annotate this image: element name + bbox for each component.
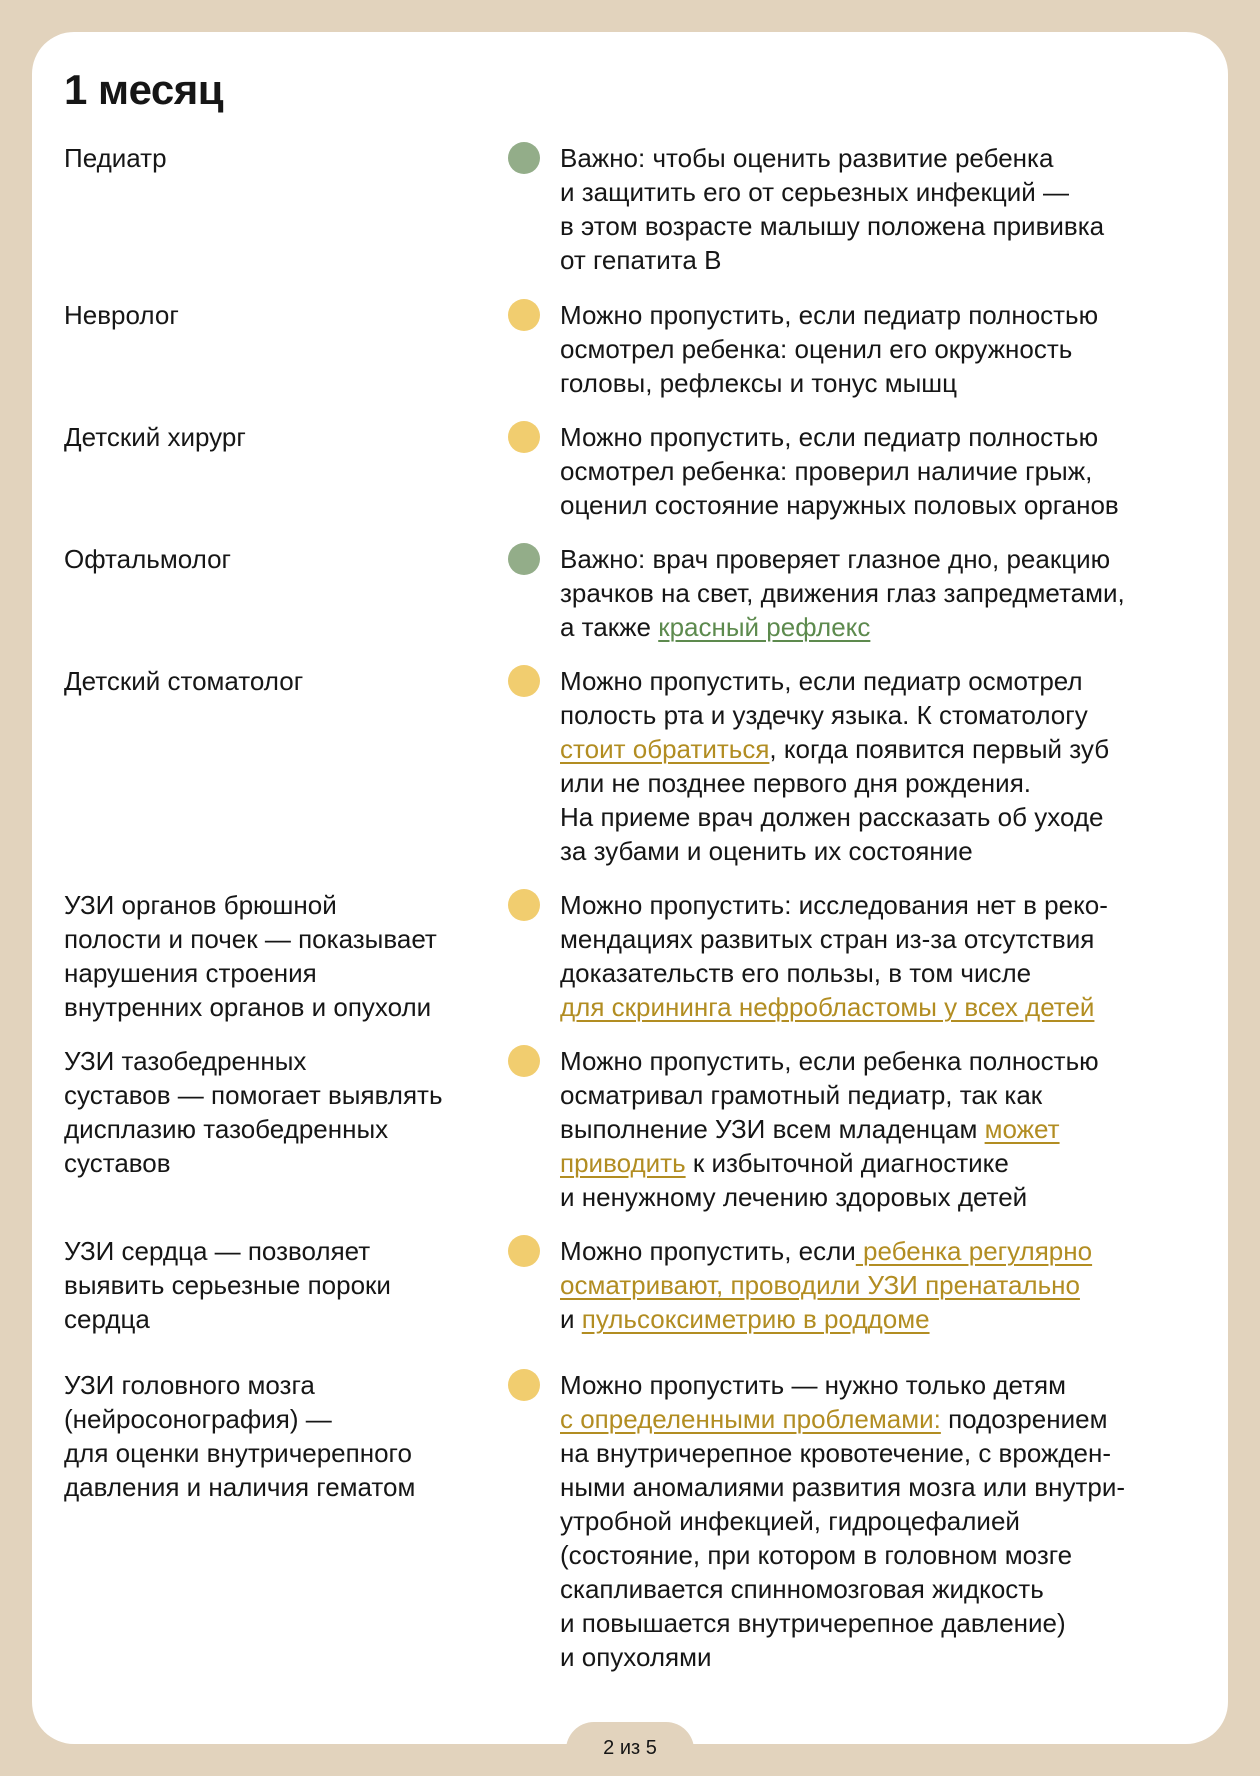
reference-link[interactable]: приводить: [560, 1148, 686, 1178]
reference-link[interactable]: осматривают, проводили УЗИ пренатально: [560, 1270, 1080, 1300]
checkup-description: [560, 664, 1210, 868]
description-text: (состояние, при котором в головном мозге: [560, 1540, 1073, 1570]
description-text: Можно пропустить: исследования нет в реко-: [560, 890, 1108, 920]
description-text: Важно: чтобы оценить развитие ребенка: [560, 143, 1054, 173]
checkup-label-line: полости и почек — показывает: [64, 924, 437, 954]
checkup-label: [64, 888, 494, 1024]
checkup-label-line: УЗИ головного мозга: [64, 1370, 315, 1400]
checkup-description: [560, 420, 1210, 522]
checkup-label-line: Детский хирург: [64, 422, 246, 452]
checkup-label-line: суставов — помогает выявлять: [64, 1080, 443, 1110]
description-text: Можно пропустить — нужно только детям: [560, 1370, 1066, 1400]
checkup-label-line: (нейросонография) —: [64, 1404, 332, 1434]
description-text: осмотрел ребенка: оценил его окружность: [560, 334, 1073, 364]
reference-link[interactable]: ребенка регулярно: [855, 1236, 1093, 1266]
description-text: к избыточной диагностике: [685, 1148, 1009, 1178]
optional-status-dot-icon: [508, 299, 540, 331]
optional-status-dot-icon: [508, 1045, 540, 1077]
description-text: выполнение УЗИ всем младенцам: [560, 1114, 985, 1144]
reference-link[interactable]: с определенными проблемами:: [560, 1404, 941, 1434]
reference-link[interactable]: может: [984, 1114, 1060, 1144]
description-text: Можно пропустить, если педиатр полностью: [560, 422, 1099, 452]
checkup-label-line: УЗИ органов брюшной: [64, 890, 337, 920]
description-text: ными аномалиями развития мозга или внутри-: [560, 1472, 1126, 1502]
description-text: Можно пропустить, если ребенка полностью: [560, 1046, 1099, 1076]
checkup-label-line: дисплазию тазобедренных: [64, 1114, 389, 1144]
description-text: а также: [560, 612, 659, 642]
checkup-label: [64, 141, 494, 175]
checkup-description: [560, 1044, 1210, 1214]
description-text: головы, рефлексы и тонус мышц: [560, 368, 958, 398]
checkup-label: [64, 1368, 494, 1504]
description-text: и защитить его от серьезных инфекций —: [560, 177, 1070, 207]
checkup-label-line: Офтальмолог: [64, 544, 232, 574]
description-text: Можно пропустить, если педиатр осмотрел: [560, 666, 1083, 696]
checkup-label-line: для оценки внутричерепного: [64, 1438, 412, 1468]
checkup-description: [560, 1234, 1210, 1336]
checkup-label-line: УЗИ тазобедренных: [64, 1046, 307, 1076]
reference-link[interactable]: для скрининга нефробластомы у всех детей: [560, 992, 1095, 1022]
checkup-label-line: Педиатр: [64, 143, 167, 173]
description-text: полость рта и уздечку языка. К стоматологу: [560, 700, 1088, 730]
checkup-label-line: Невролог: [64, 300, 179, 330]
checkup-description: [560, 888, 1210, 1024]
checkup-description: [560, 141, 1210, 277]
checkup-label-line: давления и наличия гематом: [64, 1472, 416, 1502]
checkup-label-line: УЗИ сердца — позволяет: [64, 1236, 371, 1266]
checkup-label-line: Детский стоматолог: [64, 666, 304, 696]
reference-link[interactable]: пульсоксиметрию в роддоме: [581, 1304, 930, 1334]
page-indicator: 2 из 5: [566, 1722, 694, 1776]
checkup-label-line: суставов: [64, 1148, 171, 1178]
description-text: и ненужному лечению здоровых детей: [560, 1182, 1028, 1212]
optional-status-dot-icon: [508, 665, 540, 697]
optional-status-dot-icon: [508, 889, 540, 921]
description-text: На приеме врач должен рассказать об уходе: [560, 802, 1104, 832]
description-text: подозрением: [940, 1404, 1108, 1434]
description-text: доказательств его пользы, в том числе: [560, 958, 1032, 988]
description-text: осматривал грамотный педиатр, так как: [560, 1080, 1043, 1110]
description-text: и повышается внутричерепное давление): [560, 1608, 1066, 1638]
checkup-description: [560, 1368, 1210, 1674]
description-text: скапливается спинномозговая жидкость: [560, 1574, 1044, 1604]
reference-link[interactable]: стоит обратиться: [560, 734, 770, 764]
checkup-description: [560, 542, 1210, 644]
description-text: зрачков на свет, движения глаз запредметами,: [560, 578, 1125, 608]
checkup-label: [64, 542, 494, 576]
description-text: оценил состояние наружных половых органов: [560, 490, 1119, 520]
description-text: и опухолями: [560, 1642, 712, 1672]
description-text: Можно пропустить, если: [560, 1236, 856, 1266]
description-text: и: [560, 1304, 582, 1334]
description-text: или не позднее первого дня рождения.: [560, 768, 1031, 798]
description-text: на внутричерепное кровотечение, с врожден-: [560, 1438, 1112, 1468]
description-text: Можно пропустить, если педиатр полностью: [560, 300, 1099, 330]
important-status-dot-icon: [508, 543, 540, 575]
checkup-label: [64, 298, 494, 332]
checkup-label-line: нарушения строения: [64, 958, 317, 988]
description-text: Важно: врач проверяет глазное дно, реакцию: [560, 544, 1111, 574]
important-status-dot-icon: [508, 142, 540, 174]
optional-status-dot-icon: [508, 1369, 540, 1401]
description-text: мендациях развитых стран из-за отсутствия: [560, 924, 1095, 954]
checkup-label-line: внутренних органов и опухоли: [64, 992, 432, 1022]
page-title: 1 месяц: [64, 66, 224, 113]
checkup-label: [64, 664, 494, 698]
description-text: утробной инфекцией, гидроцефалией: [560, 1506, 1020, 1536]
checkup-label-line: сердца: [64, 1304, 150, 1334]
description-text: , когда появится первый зуб: [769, 734, 1110, 764]
description-text: осмотрел ребенка: проверил наличие грыж,: [560, 456, 1093, 486]
description-text: в этом возрасте малышу положена прививка: [560, 211, 1105, 241]
checkup-label-line: выявить серьезные пороки: [64, 1270, 391, 1300]
description-text: от гепатита B: [560, 245, 722, 275]
checkup-description: [560, 298, 1210, 400]
optional-status-dot-icon: [508, 1235, 540, 1267]
checkup-label: [64, 420, 494, 454]
checkup-label: [64, 1044, 494, 1180]
optional-status-dot-icon: [508, 421, 540, 453]
description-text: за зубами и оценить их состояние: [560, 836, 973, 866]
reference-link[interactable]: красный рефлекс: [658, 612, 871, 642]
checkup-label: [64, 1234, 494, 1336]
